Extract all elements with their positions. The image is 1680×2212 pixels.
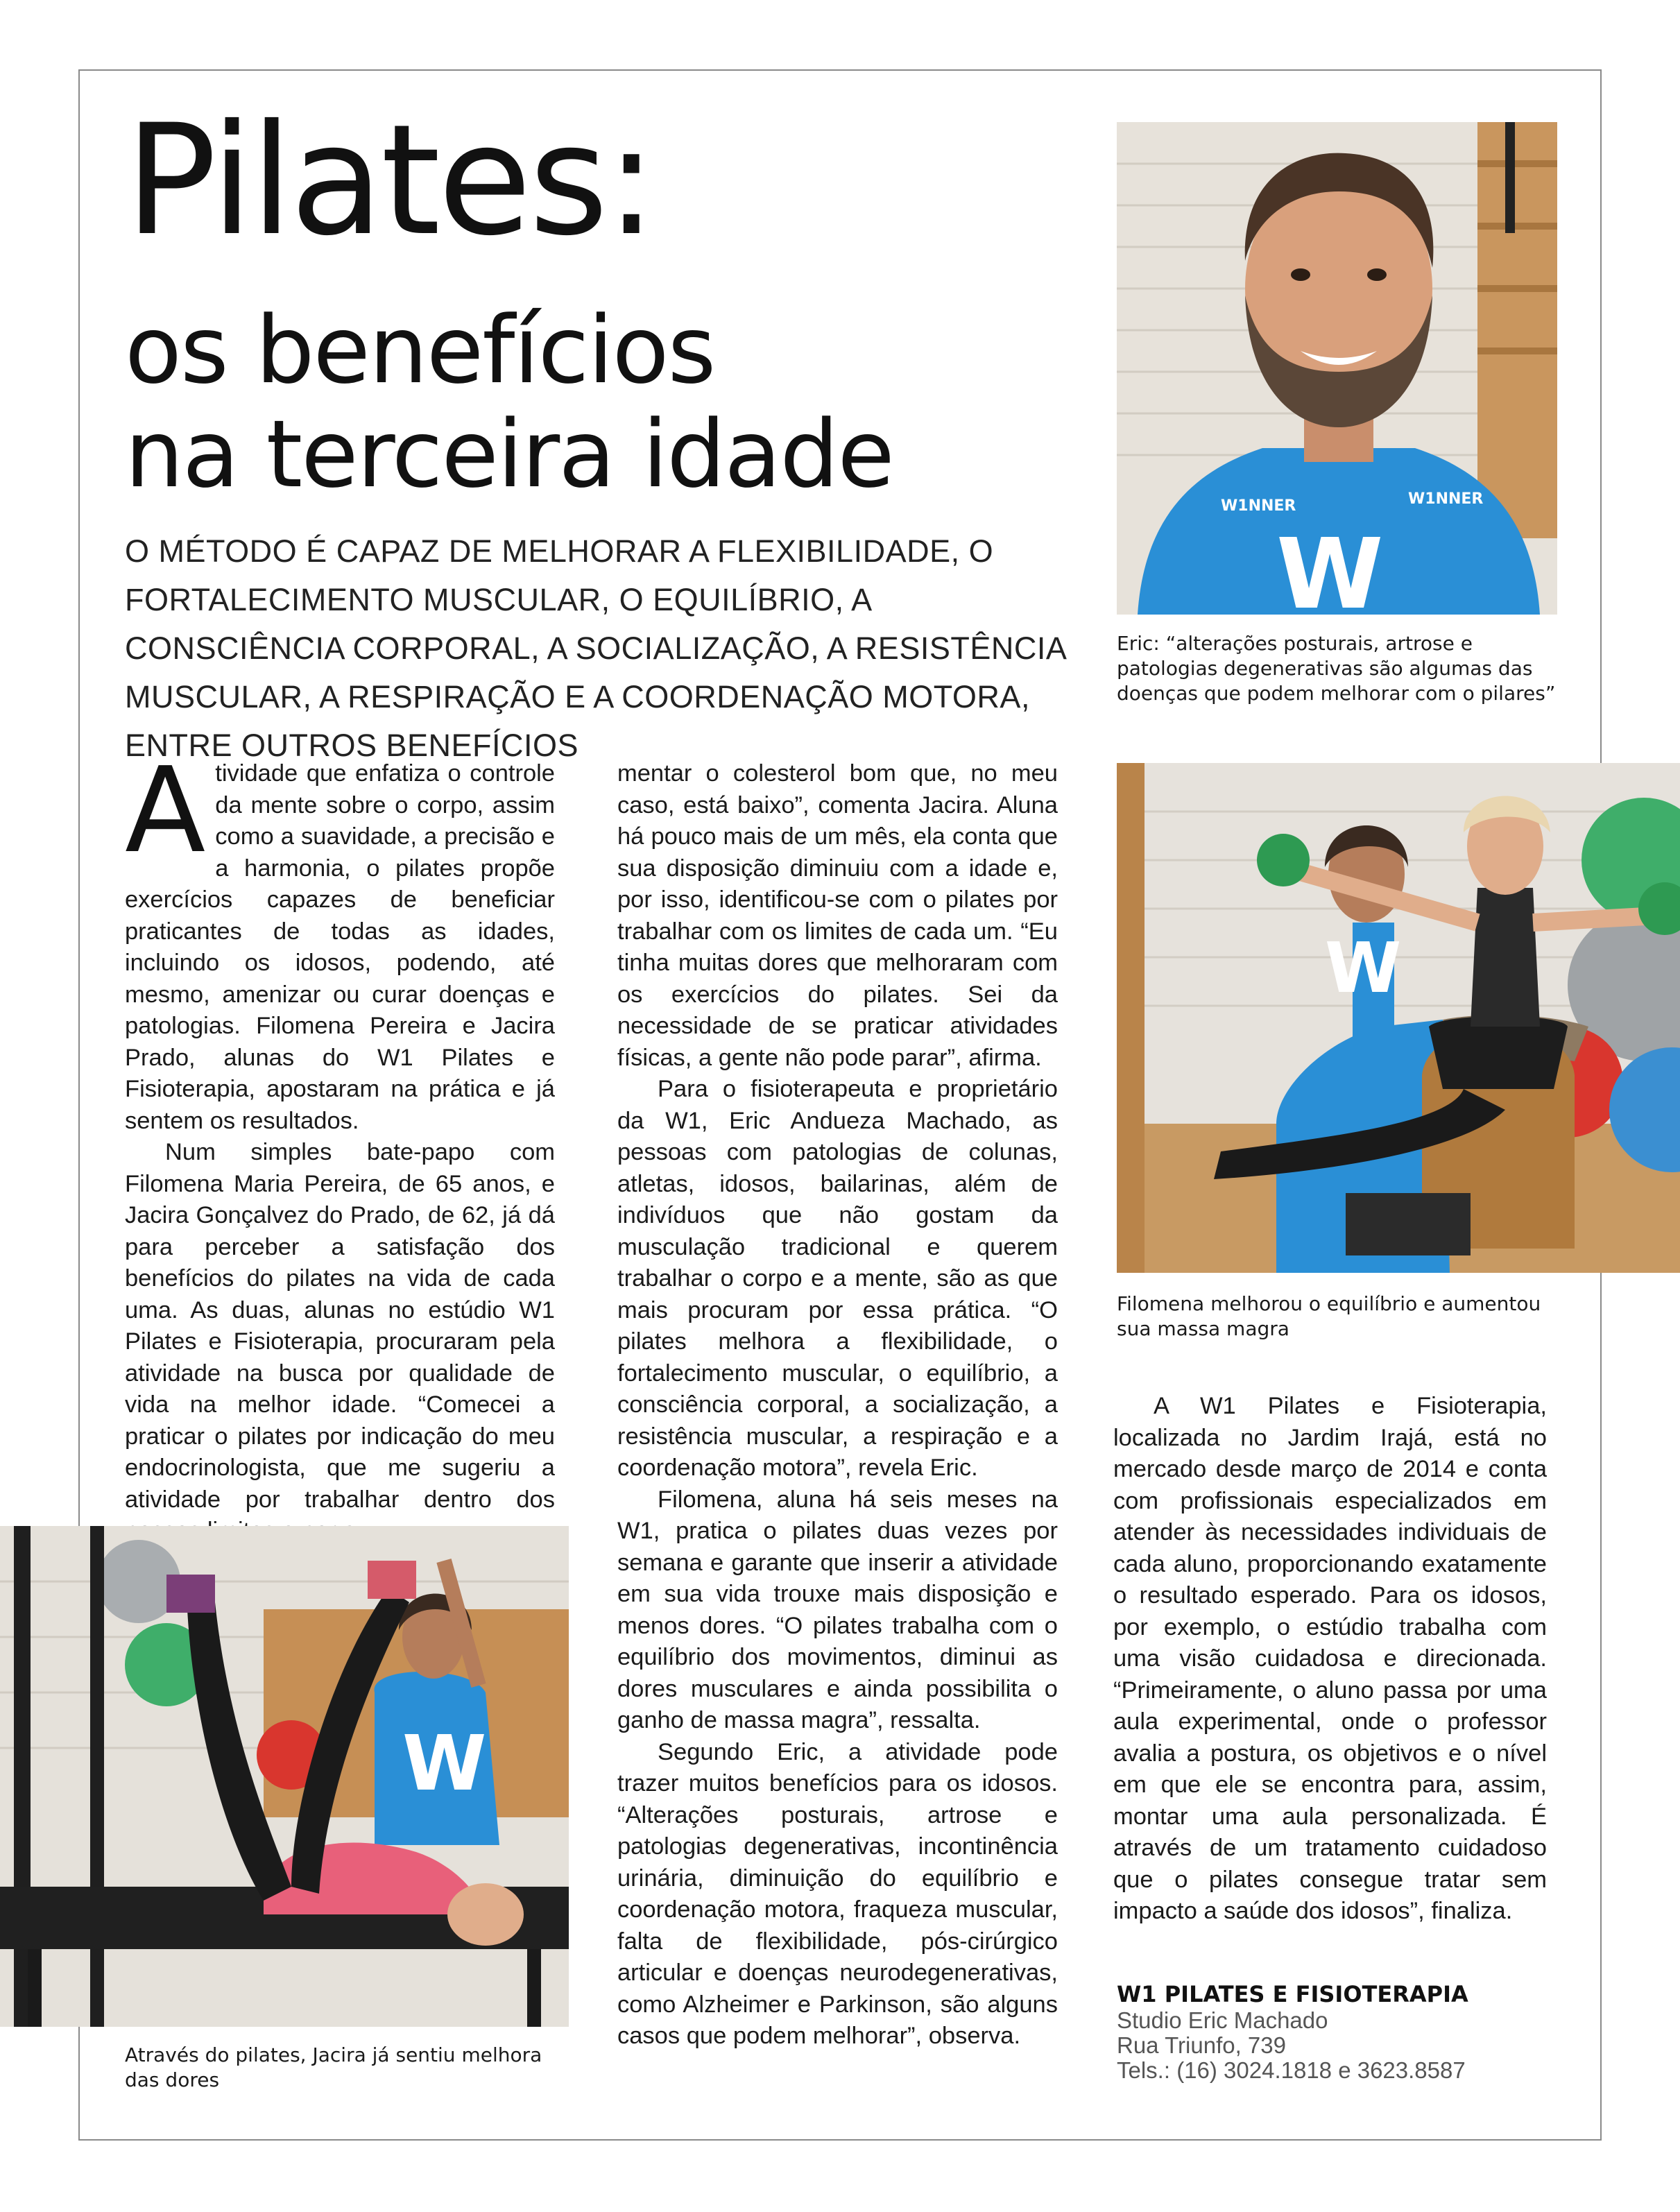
subheadline-line-2: na terceira idade [125,400,893,508]
contact-studio: Studio Eric Machado [1117,2007,1328,2033]
caption-filomena: Filomena melhorou o equilíbrio e aumentou sua massa magra [1117,1292,1541,1340]
contact-phones: Tels.: (16) 3024.1818 e 3623.8587 [1117,2057,1466,2083]
caption-jacira: Através do pilates, Jacira já sentiu melhora das dores [125,2043,542,2091]
body-column-1 [125,742,555,1547]
photo-jacira [0,1526,569,2027]
paragraph: Segundo Eric, a atividade pode trazer muitos benefícios para os idosos. “Alterações posturais, artrose e patologias degenerativas, incontinência urinária, diminuição do equilíbrio e coordenação motora, fraqueza muscular, falta de flexibilidade, pós-cirúrgico articular e doenças neurodegenerativas, como Alzheimer e Parkinson, são alguns casos que podem melhorar”, observa. [617,1738,1058,2049]
lead-paragraph: O MÉTODO É CAPAZ DE MELHORAR A FLEXIBILIDADE, O FORTALECIMENTO MUSCULAR, O EQUILÍBRIO, A CONSCIÊNCIA CORPORAL, A SOCIALIZAÇÃO, A RESISTÊNCIA MUSCULAR, A RESPIRAÇÃO E A COORDENAÇÃO MOTORA, ENTRE OUTROS BENEFÍCIOS [125,533,1065,763]
caption-eric: Eric: “alterações posturais, artrose e patologias degenerativas são algumas das doenças que podem melhorar com o pilares” [1117,632,1556,705]
contact-block [1117,1980,1561,2083]
body-column-3 [1113,1391,1547,1928]
paragraph [125,742,555,1137]
drop-cap: A [125,742,206,880]
paragraph: Num simples bate-papo com Filomena Maria Pereira, de 65 anos, e Jacira Gonçalvez do Prado, de 62, já dá para perceber a satisfação dos benefícios do pilates na vida de cada uma. As duas, alunas no estúdio W1 Pilates e Fisioterapia, procuraram pela atividade na busca por qualidade de vida na melhor idade. “Comecei a praticar o pilates por indicação do meu endocrinologista, que me sugeriu a atividade por trabalhar dentro dos [125,1139,555,1513]
subheadline-line-1: os benefícios [125,296,715,404]
photo-filomena [1117,763,1680,1273]
contact-title: W1 PILATES E FISIOTERAPIA [1117,1981,1468,2007]
subheadline [125,298,893,506]
photo-eric [1117,122,1557,615]
paragraph: Para o fisioterapeuta e proprietário da W1, Eric Andueza Machado, as pessoas com patologias de colunas, atletas, idosos, bailarinas, além de indivíduos que não gostam da musculação tradicional e querem trabalhar o corpo e a mente, são as que mais procuram por essa prática. “O pilates melhora a flexibilidade, o fortalecimento muscular, o equilíbrio, a consciência corporal, a socialização, a resistência muscular, a respiração e a coordenação motora”, revela Eric. [617,1076,1058,1481]
shirt-chest-mark: W [1276,518,1384,615]
paragraph: mentar o colesterol bom que, no meu caso, está baixo”, comenta Jacira. Aluna há pouco mais de um mês, ela conta que sua disposição diminuiu com a idade e, por isso, identificou-se com o pilates por trabalhar com os limites de cada um. “Eu tinha muitas dores que melhoraram com os exercícios do pilates. Sei da necessidade de se praticar atividades físicas, a gente não pode parar”, afirma. [617,760,1058,1071]
shirt-mark-instructor: W [402,1719,487,1808]
paragraph-text: tividade que enfatiza o controle da mente sobre o corpo, assim como a suavidade, a precisão e a harmonia, o pilates propõe exercícios capazes de beneficiar praticantes de todas as idades, incluindo os idosos, podendo, até mesmo, amenizar ou curar doenças e patologias. Filomena Pereira e Jacira Prado, alunas do W1 Pilates e Fisioterapia, apostaram na prática e já sentem os resultados. [125,760,555,1134]
body-column-2 [617,758,1058,2052]
paragraph: A W1 Pilates e Fisioterapia, localizada no Jardim Irajá, está no mercado desde março de 2014 e conta com profissionais especializados em atender às necessidades individuais de cada aluno, proporcionando exatamente o resultado esperado. Para os idosos, por exemplo, o estúdio trabalha com uma visão cuidadosa e direcionada. “Primeiramente, o aluno passa por uma aula experimental, onde o professor avalia a postura, os objetivos e o nível em que ele se encontra para, assim, montar uma aula personalizada. É através de um tratamento cuidadoso que o pilates consegue tratar sem impacto a saúde dos idosos”, finaliza. [1113,1393,1547,1924]
headline: Pilates: [125,92,655,269]
shirt-logo-left: W1NNER [1221,497,1296,515]
shirt-mark-instructor: W [1325,927,1402,1009]
shirt-logo-right: W1NNER [1408,490,1484,508]
contact-address: Rua Triunfo, 739 [1117,2032,1286,2058]
paragraph: Filomena, aluna há seis meses na W1, pratica o pilates duas vezes por semana e garante que inserir a atividade em sua vida trouxe mais disposição e menos dores. “O pilates trabalha com o equilíbrio dos movimentos, diminui as dores musculares e ainda possibilita o ganho de massa magra”, ressalta. [617,1486,1058,1733]
